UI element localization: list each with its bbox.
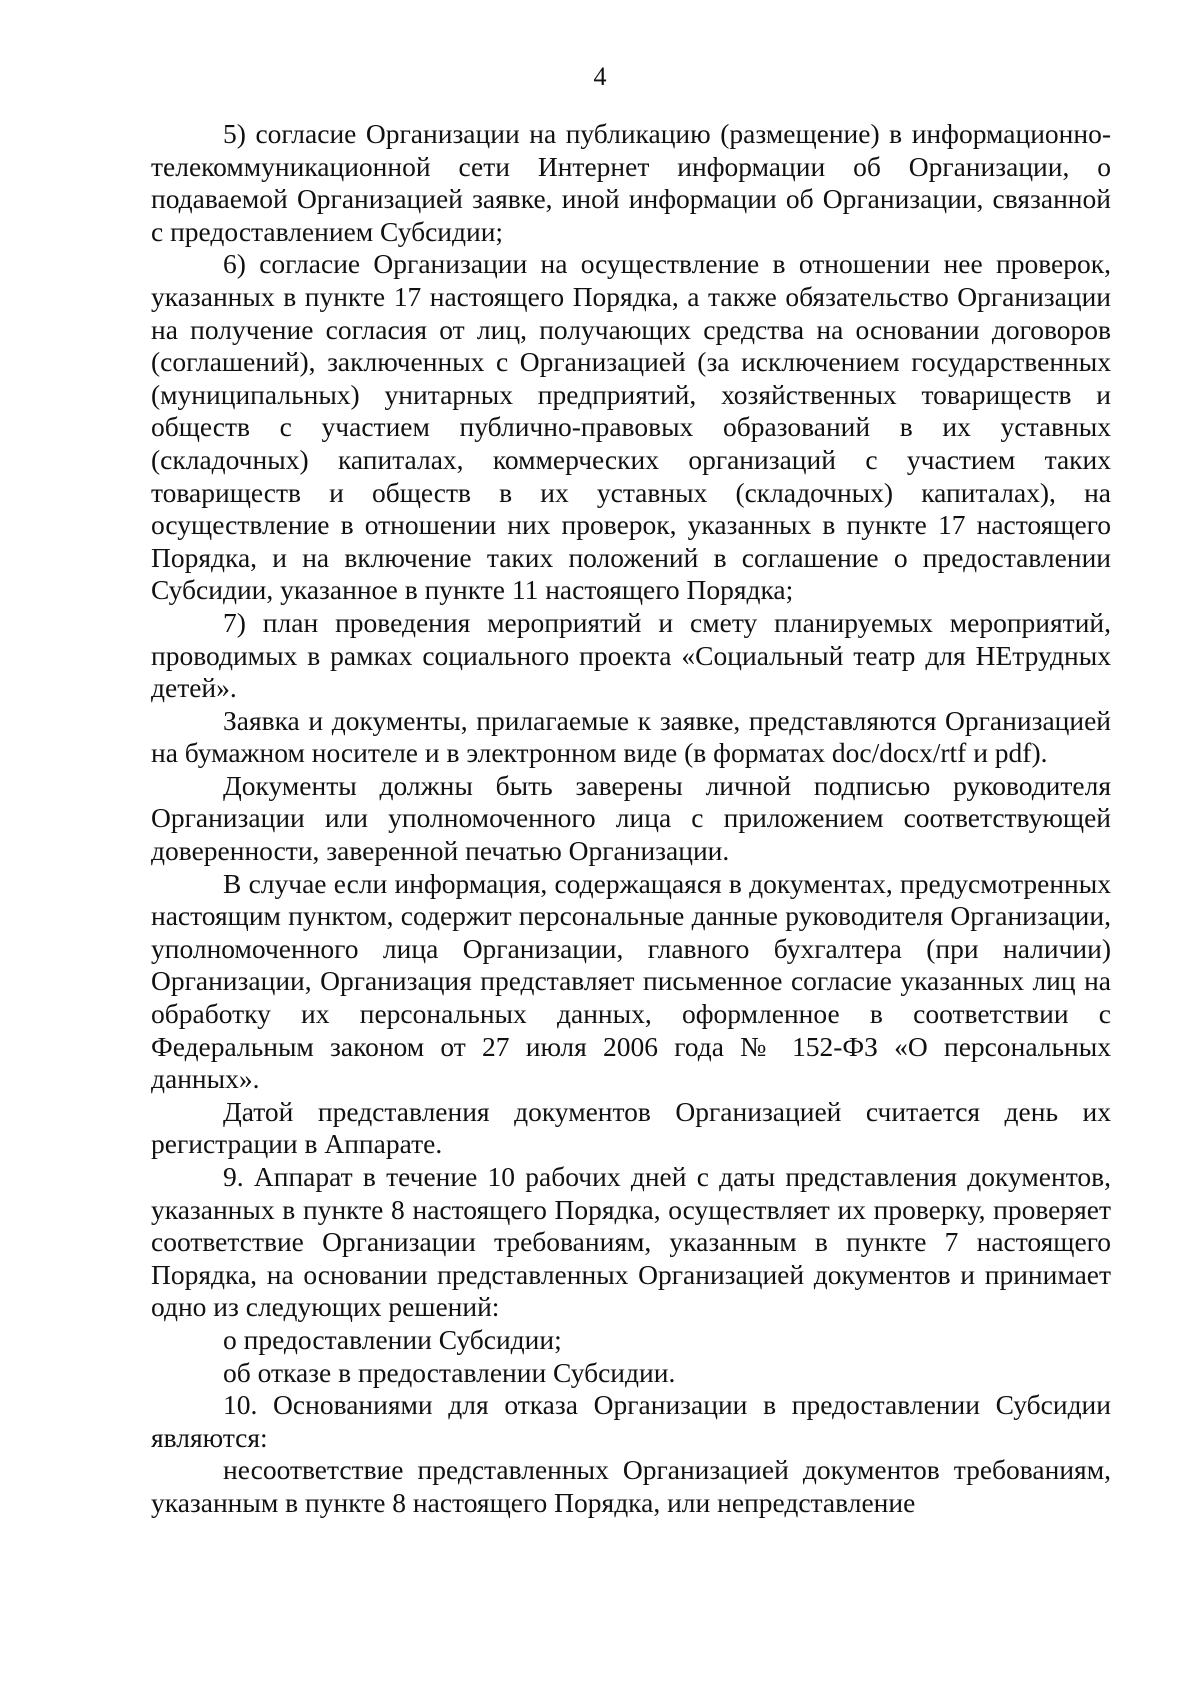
document-body	[151, 118, 1111, 1520]
paragraph-submission-date: Датой представления документов Организацией считается день их регистрации в Аппарате.	[151, 1095, 1111, 1160]
paragraph-documents-certification: Документы должны быть заверены личной подписью руководителя Организации или уполномоченного лица с приложением соответствующей доверенности, заверенной печатью Организации.	[151, 769, 1111, 867]
paragraph-decision-grant: о предоставлении Субсидии;	[223, 1323, 562, 1355]
paragraph-application-format: Заявка и документы, прилагаемые к заявке, представляются Организацией на бумажном носителе и в электронном виде (в форматах doc/docx/rtf и pdf).	[151, 704, 1111, 769]
paragraph-clause-9: 9. Аппарат в течение 10 рабочих дней с даты представления документов, указанных в пункте 8 настоящего Порядка, осуществляет их проверку, проверяет соответствие Организации требованиям, указанным в пункте 7 настоящего Порядка, на основании представленных Организацией документов и принимает одно из следующих решений:	[151, 1161, 1111, 1323]
paragraph-item-6: 6) согласие Организации на осуществление в отношении нее проверок, указанных в пункте 17 настоящего Порядка, а также обязательство Организации на получение согласия от лиц, получающих средства на основании договоров (соглашений), заключенных с Организацией (за исключением государственных (муниципальных) унитарных предприятий, хозяйственных товариществ и обществ с участием публично-правовых образований в их уставных (складочных) капиталах, коммерческих организаций с участием таких товариществ и обществ в их уставных (складочных) капиталах), на осуществление в отношении них проверок, указанных в пункте 17 настоящего Порядка, и на включение таких положений в соглашение о предоставлении Субсидии, указанное в пункте 11 настоящего Порядка;	[151, 248, 1111, 606]
paragraph-personal-data: В случае если информация, содержащаяся в документах, предусмотренных настоящим пунктом, содержит персональные данные руководителя Организации, уполномоченного лица Организации, главного бухгалтера (при наличии) Организации, Организация представляет письменное согласие указанных лиц на обработку их персональных данных, оформленное в соответствии с Федеральным законом от 27 июля 2006 года № 152-ФЗ «О персональных данных».	[151, 867, 1111, 1095]
paragraph-item-7: 7) план проведения мероприятий и смету планируемых мероприятий, проводимых в рамках социального проекта «Социальный театр для НЕтрудных детей».	[151, 606, 1111, 704]
paragraph-refusal-ground: несоответствие представленных Организацией документов требованиям, указанным в пункте 8 настоящего Порядка, или непредставление	[151, 1454, 1111, 1518]
paragraph-item-5: 5) согласие Организации на публикацию (размещение) в информационно-телекоммуникационной сети Интернет информации об Организации, о подаваемой Организацией заявке, иной информации об Организации, связанной с предоставлением Субсидии;	[151, 118, 1111, 247]
paragraph-decision-refusal: об отказе в предоставлении Субсидии.	[223, 1356, 676, 1388]
page-number: 4	[593, 62, 607, 91]
paragraph-clause-10: 10. Основаниями для отказа Организации в предоставлении Субсидии являются:	[151, 1389, 1111, 1453]
